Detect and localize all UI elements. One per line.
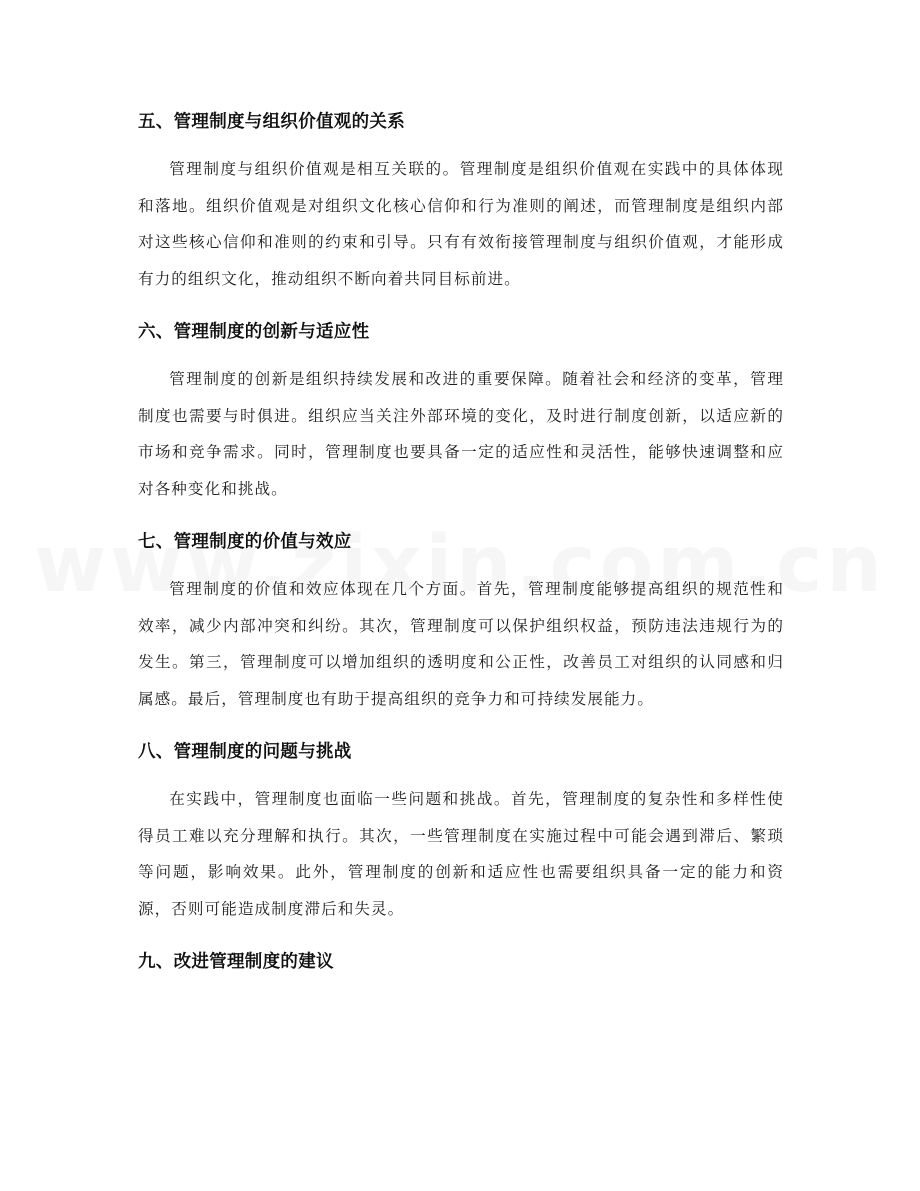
section-paragraph: 在实践中，管理制度也面临一些问题和挑战。首先，管理制度的复杂性和多样性使得员工难以充分理解和执行。其次，一些管理制度在实施过程中可能会遇到滞后、繁琐等问题，影响效果。此外，管理制度的创新和适应性也需要组织具备一定的能力和资源，否则可能造成制度滞后和失灵。 [138, 790, 784, 918]
section-paragraph: 管理制度与组织价值观是相互关联的。管理制度是组织价值观在实践中的具体体现和落地。组织价值观是对组织文化核心信仰和行为准则的阐述，而管理制度是组织内部对这些核心信仰和准则的约束和引导。只有有效衔接管理制度与组织价值观，才能形成有力的组织文化，推动组织不断向着共同目标前进。 [138, 160, 784, 288]
section-5 [138, 104, 784, 297]
section-heading: 五、管理制度与组织价值观的关系 [138, 112, 405, 132]
section-heading: 九、改进管理制度的建议 [138, 952, 334, 972]
section-9 [138, 944, 784, 980]
section-8 [138, 734, 784, 927]
section-6 [138, 314, 784, 507]
section-paragraph: 管理制度的创新是组织持续发展和改进的重要保障。随着社会和经济的变革，管理制度也需要与时俱进。组织应当关注外部环境的变化，及时进行制度创新，以适应新的市场和竞争需求。同时，管理制度也要具备一定的适应性和灵活性，能够快速调整和应对各种变化和挑战。 [138, 370, 784, 498]
section-7 [138, 524, 784, 717]
section-heading: 七、管理制度的价值与效应 [138, 532, 352, 552]
section-paragraph: 管理制度的价值和效应体现在几个方面。首先，管理制度能够提高组织的规范性和效率，减少内部冲突和纠纷。其次，管理制度可以保护组织权益，预防违法违规行为的发生。第三，管理制度可以增加组织的透明度和公正性，改善员工对组织的认同感和归属感。最后，管理制度也有助于提高组织的竞争力和可持续发展能力。 [138, 580, 784, 708]
section-heading: 六、管理制度的创新与适应性 [138, 322, 370, 342]
document-content [138, 104, 784, 980]
section-heading: 八、管理制度的问题与挑战 [138, 742, 352, 762]
